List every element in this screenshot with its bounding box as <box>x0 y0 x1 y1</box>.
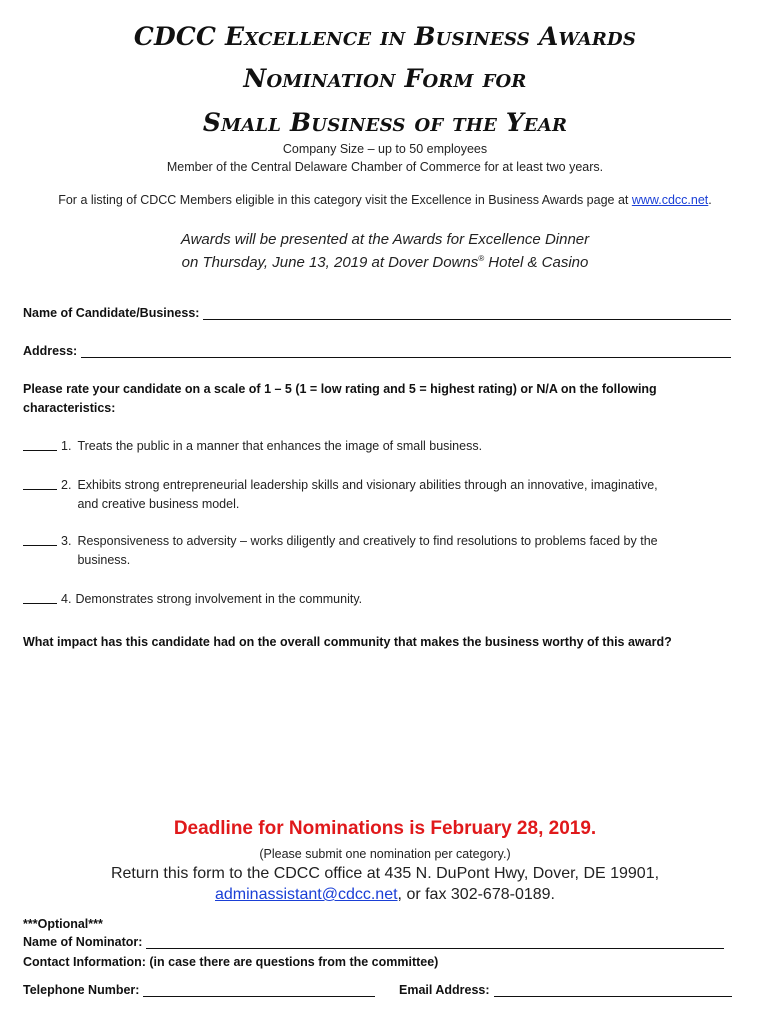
rating-blank-2[interactable] <box>23 476 57 490</box>
listing-text <box>0 193 770 207</box>
telephone-label: Telephone Number: <box>23 983 140 997</box>
awards-line-2-text: on Thursday, June 13, 2019 at Dover Downs <box>181 254 479 271</box>
email-input-line[interactable] <box>494 984 732 997</box>
rating-item-1 <box>23 437 723 456</box>
nominator-label: Name of Nominator: <box>23 935 143 949</box>
rating-num-1: 1. <box>61 439 72 453</box>
rating-blank-4[interactable] <box>23 590 57 604</box>
title-line-3: Small Business of the Year <box>202 108 568 137</box>
telephone-input-line[interactable] <box>143 984 375 997</box>
nominator-field <box>23 935 724 949</box>
fax-text: , or fax 302-678-0189. <box>397 886 555 903</box>
candidate-field <box>23 306 731 320</box>
rating-text-1: Treats the public in a manner that enhances the image of small business. <box>77 439 483 453</box>
company-size-text: Company Size – up to 50 employees <box>282 142 488 156</box>
email-label: Email Address: <box>399 983 490 997</box>
awards-line-2 <box>0 254 770 271</box>
telephone-field <box>23 983 375 997</box>
candidate-input-line[interactable] <box>203 307 731 320</box>
title-line-2: Nomination Form for <box>243 64 527 93</box>
email-field <box>399 983 732 997</box>
address-field <box>23 344 731 358</box>
cdcc-website-link[interactable]: www.cdcc.net <box>631 193 709 207</box>
optional-label: ***Optional*** <box>23 917 103 931</box>
rating-text-4: Demonstrates strong involvement in the community. <box>75 592 363 606</box>
candidate-label: Name of Candidate/Business: <box>23 306 200 320</box>
rating-num-4: 4. <box>61 592 72 606</box>
listing-text-end: . <box>708 193 712 207</box>
rating-item-2 <box>23 476 723 514</box>
admin-email-link[interactable]: adminassistant@cdcc.net <box>215 886 398 903</box>
nominator-input-line[interactable] <box>146 936 724 949</box>
contact-info-label: Contact Information: (in case there are questions from the committee) <box>23 955 439 969</box>
return-line-2 <box>0 886 770 904</box>
return-line-1: Return this form to the CDCC office at 435 N. DuPont Hwy, Dover, DE 19901, <box>110 865 660 882</box>
impact-question: What impact has this candidate had on the overall community that makes the business worthy of this award? <box>23 635 672 649</box>
registered-mark: ® <box>478 254 485 263</box>
rating-item-4 <box>23 590 723 609</box>
address-label: Address: <box>23 344 78 358</box>
rating-item-3 <box>23 532 723 570</box>
submit-note: (Please submit one nomination per category.) <box>259 847 511 861</box>
address-input-line[interactable] <box>81 345 731 358</box>
awards-line-2-end: Hotel & Casino <box>484 254 589 271</box>
rating-num-3: 3. <box>61 534 72 548</box>
rating-blank-3[interactable] <box>23 532 57 546</box>
listing-text-body: For a listing of CDCC Members eligible in this category visit the Excellence in Business Awards page at <box>58 193 632 207</box>
deadline-text: Deadline for Nominations is February 28, 2019. <box>173 818 597 839</box>
rating-text-2: Exhibits strong entrepreneurial leadership skills and visionary abilities through an innovative, imaginative, and creative business model. <box>77 478 658 511</box>
title-line-1: CDCC Excellence in Business Awards <box>133 22 637 51</box>
rating-num-2: 2. <box>61 478 72 492</box>
awards-line-1: Awards will be presented at the Awards for Excellence Dinner <box>180 231 590 248</box>
rating-blank-1[interactable] <box>23 437 57 451</box>
membership-text: Member of the Central Delaware Chamber of Commerce for at least two years. <box>166 160 604 174</box>
rating-prompt: Please rate your candidate on a scale of 1 – 5 (1 = low rating and 5 = highest rating) or N/A on the following characteristics: <box>23 382 657 415</box>
rating-text-3: Responsiveness to adversity – works diligently and creatively to find resolutions to problems faced by the business. <box>77 534 658 567</box>
